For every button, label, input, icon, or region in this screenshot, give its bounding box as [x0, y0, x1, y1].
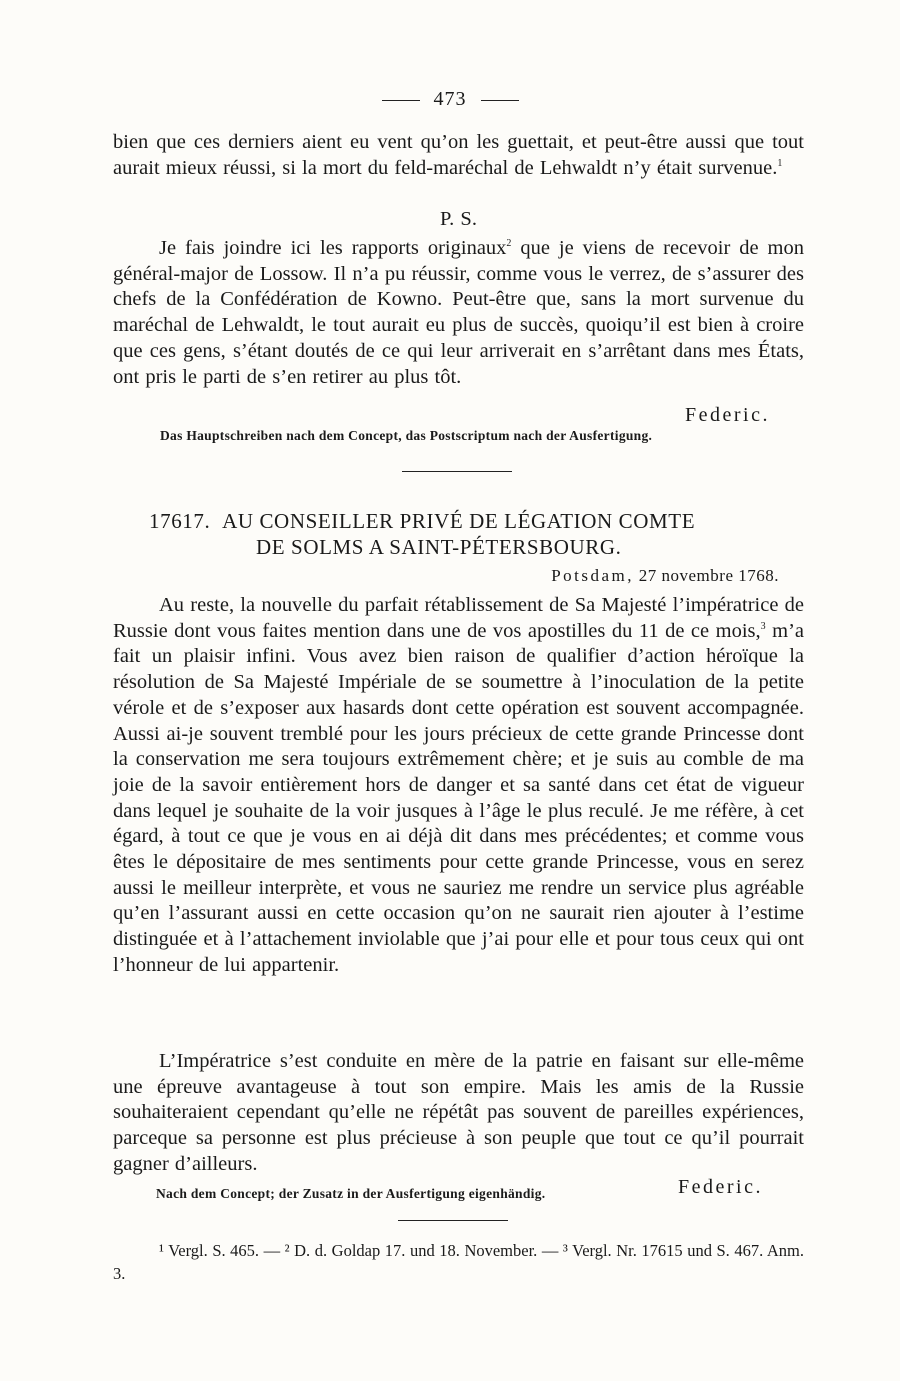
footnote-ref-3: 3 — [760, 620, 766, 632]
letter-paragraph-2: L’Impératrice s’est conduite en mère de la patrie en faisant sur elle-même une épreuve avantageuse à tout son empire. Mais les amis de la Russie souhaiteraient cependant qu’elle ne répétât pas souvent de pareilles expériences, parceque sa personne est plus précieuse à son peuple que tout ce qu’il pourrait gagner d’ailleurs. — [113, 1050, 804, 1175]
letter-heading — [113, 508, 804, 560]
signature-2: Federic. — [678, 1176, 763, 1198]
heading-line-2: DE SOLMS A SAINT-PÉTERSBOURG. — [256, 535, 622, 559]
date-text: 27 novembre 1768. — [634, 566, 779, 585]
footnote-divider — [398, 1220, 508, 1221]
letter-paragraph-1: Au reste, la nouvelle du parfait rétablissement de Sa Majesté l’impératrice de Russie dont vous faites mention dans une de vos apostilles du 11 de ce mois,$^3$ m’a fait un plaisir infini. Vous avez bien raison de qualifier d’action héroïque la résolution de Sa Majesté Impériale de se soumettre à l’inoculation de la petite vérole et de s’exposer aux hasards dont cette opération est souvent accompagnée. Aussi ai-je souvent tremblé pour les jours précieux de cette grande Princesse dont la conservation me sera toujours extrêmement chère; et je suis au comble de ma joie de la savoir entièrement hors de danger et sa santé dans cet état de vigueur dans lequel je souhaite de la voir jusques à l’âge le plus reculé. Je me réfère, à cet égard, à tout ce que je vous en ai déjà dit dans mes précédentes; et comme vous êtes le dépositaire de mes sentiments pour cette grande Princesse, vous en serez aussi le meilleur interprète, et vous ne sauriez me rendre un service plus agréable qu’en l’assurant aussi en cette occasion qu’on ne saurait rien ajouter à l’estime distinguée et à l’attachement inviolable que j’ai pour elle et pour tous ceux qui ont l’honneur de lui appartenir. — [113, 594, 804, 976]
postscript — [113, 236, 804, 390]
section-divider — [402, 471, 512, 472]
footnote-ref-1: 1 — [777, 157, 783, 169]
dateline — [113, 566, 779, 586]
footnote-ref-2: 2 — [506, 238, 512, 250]
date-place: Potsdam, — [551, 566, 635, 585]
letter-body — [113, 593, 804, 979]
paragraph-1: bien que ces derniers aient eu vent qu’on les guettait, et peut-être aussi que tout aurait mieux réussi, si la mort du feld-maréchal de Lehwaldt n’y était survenue.$^1$ — [113, 131, 804, 179]
page-number-dash-right — [481, 100, 519, 101]
letter-continuation — [113, 130, 804, 181]
heading-line-1: 17617. AU CONSEILLER PRIVÉ DE LÉGATION COMTE — [149, 509, 696, 533]
footnotes — [113, 1239, 804, 1285]
ps-label: P. S. — [440, 208, 477, 230]
postscript-paragraph: Je fais joindre ici les rapports originaux$^2$ que je viens de recevoir de mon général-major de Lossow. Il n’a pu réussir, comme vous le verrez, de s’assurer des chefs de la Confédération de Kowno. Peut-être que, sans la mort survenue du maréchal de Lehwaldt, le tout aurait eu plus de succès, quoiqu’il est bien à croire que ces gens, s’étant doutés de ce qui leur arriverait en s’arrêtant dans mes États, ont pris le parti de s’en retirer au plus tôt. — [113, 237, 804, 388]
signature-1: Federic. — [685, 404, 770, 426]
page-number: 473 — [0, 88, 900, 111]
editorial-note-2: Nach dem Concept; der Zusatz in der Ausfertigung eigenhändig. — [156, 1186, 546, 1201]
letter-body-2 — [113, 1049, 804, 1178]
editorial-note-1: Das Hauptschreiben nach dem Concept, das Postscriptum nach der Ausfertigung. — [160, 428, 653, 443]
letter-number: 17617. — [149, 509, 211, 533]
footnote-text: ¹ Vergl. S. 465. — ² D. d. Goldap 17. und 18. November. — ³ Vergl. Nr. 17615 und S. 467. Anm. 3. — [113, 1241, 804, 1283]
page-number-dash-left — [382, 100, 420, 101]
